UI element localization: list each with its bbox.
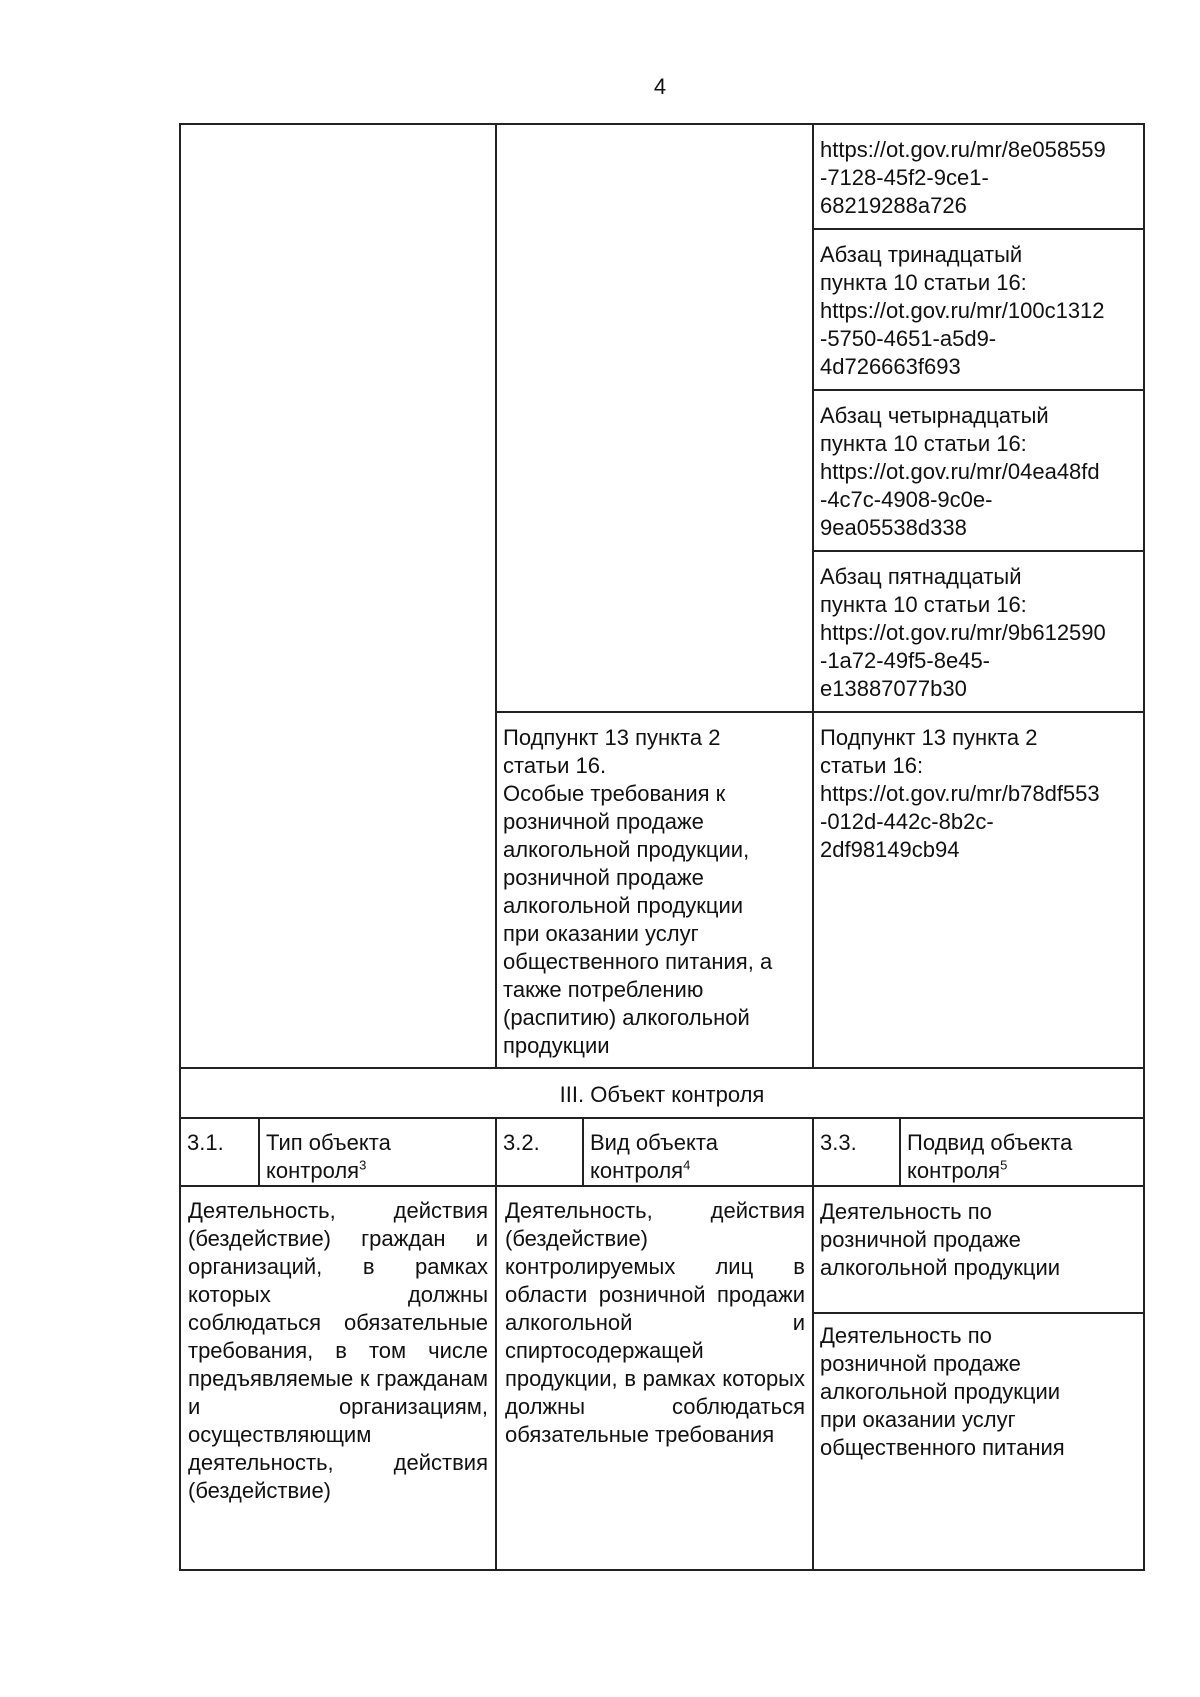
row-divider — [812, 228, 1145, 230]
table-cell: Подпункт 13 пункта 2 статьи 16: https://ot.gov.ru/mr/b78df553 -012d-442c-8b2c- 2df98149cb94 — [820, 725, 1100, 862]
table-cell: Подпункт 13 пункта 2 статьи 16. Особые требования к розничной продаже алкогольной продукции, розничной продаже алкогольной продукции при оказании услуг общественного питания, а также потреблению (распитию) алкогольной продукции — [503, 725, 773, 1058]
header-label — [901, 1123, 1144, 1185]
header-bottom-border — [179, 1185, 1145, 1187]
table-cell: Абзац пятнадцатый пункта 10 статьи 16: https://ot.gov.ru/mr/9b612590 -1a72-49f5-8e45- e13887077b30 — [820, 564, 1106, 701]
section-top-border — [179, 1067, 1145, 1069]
body-cell-subkind-a: Деятельность по розничной продаже алкогольной продукции — [820, 1199, 1061, 1280]
row-divider — [812, 550, 1145, 552]
table-cell: https://ot.gov.ru/mr/8e058559 -7128-45f2-9ce1- 68219288a726 — [820, 137, 1106, 218]
body-cell-subkind-b: Деятельность по розничной продаже алкогольной продукции при оказании услуг общественного питания — [820, 1323, 1065, 1460]
header-num: 3.2. — [503, 1130, 540, 1155]
row-divider — [812, 1312, 1145, 1314]
section-title: III. Объект контроля — [559, 1082, 765, 1107]
header-label-text: Вид объекта контроля — [590, 1130, 718, 1183]
header-label-text: Подвид объекта контроля — [907, 1130, 1073, 1183]
table-top-border — [179, 123, 1145, 125]
header-label-text: Тип объекта контроля — [266, 1130, 391, 1183]
header-num: 3.1. — [187, 1130, 224, 1155]
table-cell: Абзац четырнадцатый пункта 10 статьи 16: https://ot.gov.ru/mr/04ea48fd -4c7c-4908-9c0e- 9ea05538d338 — [820, 403, 1100, 540]
row-divider — [812, 389, 1145, 391]
row-divider — [495, 711, 1145, 713]
body-cell-kind: Деятельность, действия (бездействие) контролируемых лиц в области розничной продажи алкогольной и спиртосодержащей продукции, в рамках которых должны соблюдаться обязательные требования — [505, 1198, 805, 1447]
footnote-mark: 5 — [1000, 1157, 1008, 1173]
footnote-mark: 3 — [359, 1157, 367, 1173]
table-bottom-border — [179, 1569, 1145, 1571]
body-cell-type: Деятельность, действия (бездействие) граждан и организаций, в рамках которых должны соблюдаться обязательные требования, в том числе предъявляемые к гражданам и организациям, осуществляющим деятельность, действия (бездействие) — [188, 1198, 488, 1503]
header-top-border — [179, 1117, 1145, 1119]
header-num: 3.3. — [820, 1130, 857, 1155]
header-label — [260, 1123, 494, 1185]
footnote-mark: 4 — [683, 1157, 691, 1173]
table-cell: Абзац тринадцатый пункта 10 статьи 16: https://ot.gov.ru/mr/100c1312 -5750-4651-a5d9- 4d726663f693 — [820, 242, 1105, 379]
header-label — [584, 1123, 811, 1185]
page-number: 4 — [653, 74, 667, 99]
